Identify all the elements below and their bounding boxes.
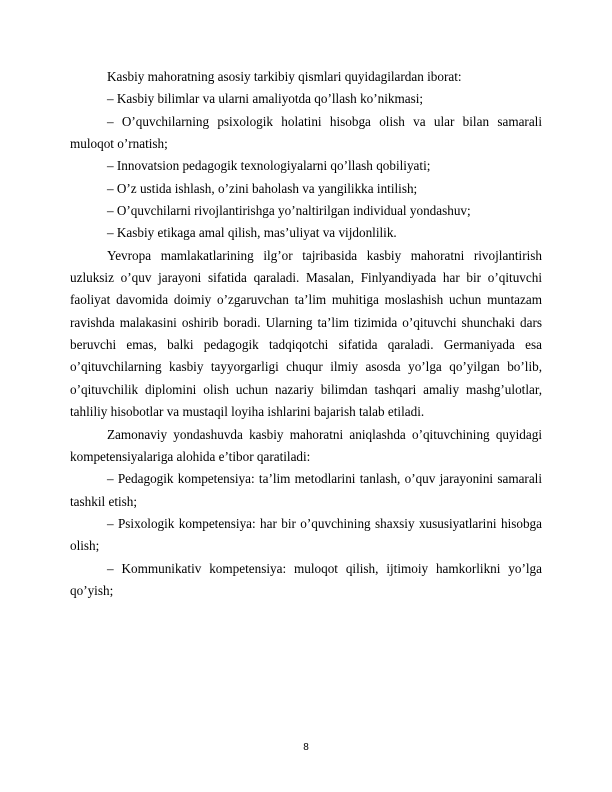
page-number: 8 <box>303 742 309 753</box>
list-item-innovation: – Innovatsion pedagogik texnologiyalarni qo’llash qobiliyati; <box>107 158 431 174</box>
list-item-psychological-competence: – Psixologik kompetensiya: har bir o’quvchining shaxsiy xususiyatlarini hisobga olish; <box>70 515 542 554</box>
list-item-communicative-competence: – Kommunikativ kompetensiya: muloqot qilish, ijtimoiy hamkorlikni yo’lga qo’yish; <box>70 560 542 598</box>
paragraph-europe-experience: Yevropa mamlakatlarining ilg’or tajribasida kasbiy mahoratni rivojlantirish uzluksiz o’quv jarayoni sifatida qaraladi. Masalan, Finlyandiyada har bir o’qituvchi faoliyat davomida doimiy o’zgaruvchan ta’lim muhitiga moslashish uchun muntazam ravishda malakasini oshirib boradi. Ularning ta’lim tizimida o’qituvchi shunchaki dars beruvchi emas, balki pedagogik tadqiqotchi sifatida qaraladi. Germaniyada esa o’qituvchilarning kasbiy tayyorgarligi chuqur ilmiy asosda yo’lga qo’yilgan bo’lib, o’qituvchilik diplomini olish uchun nazariy bilimdan tashqari amaliy mashg’ulotlar, tahliliy hisobotlar va mustaqil loyiha ishlarini bajarish talab etiladi. <box>70 247 542 420</box>
list-item-pedagogical-competence: – Pedagogik kompetensiya: ta’lim metodlarini tanlash, o’quv jarayonini samarali tashkil etish; <box>70 471 542 509</box>
paragraph-modern-approach: Zamonaviy yondashuvda kasbiy mahoratni aniqlashda o’qituvchining quyidagi kompetensiyalariga alohida e’tibor qaratiladi: <box>70 426 542 464</box>
list-item-ethics: – Kasbiy etikaga amal qilish, mas’uliyat va vijdonlilik. <box>107 225 397 241</box>
list-item-individual-approach: – O’quvchilarni rivojlantirishga yo’naltirilgan individual yondashuv; <box>107 203 471 219</box>
list-item-self-development: – O’z ustida ishlash, o’zini baholash va yangilikka intilish; <box>107 180 418 196</box>
document-body <box>70 66 542 602</box>
list-item-knowledge: – Kasbiy bilimlar va ularni amaliyotda qo’llash ko’nikmasi; <box>107 91 424 107</box>
paragraph-intro: Kasbiy mahoratning asosiy tarkibiy qismlari quyidagilardan iborat: <box>107 69 462 84</box>
list-item-psychology: – O’quvchilarning psixologik holatini hisobga olish va ular bilan samarali muloqot o’rnatish; <box>70 113 542 152</box>
